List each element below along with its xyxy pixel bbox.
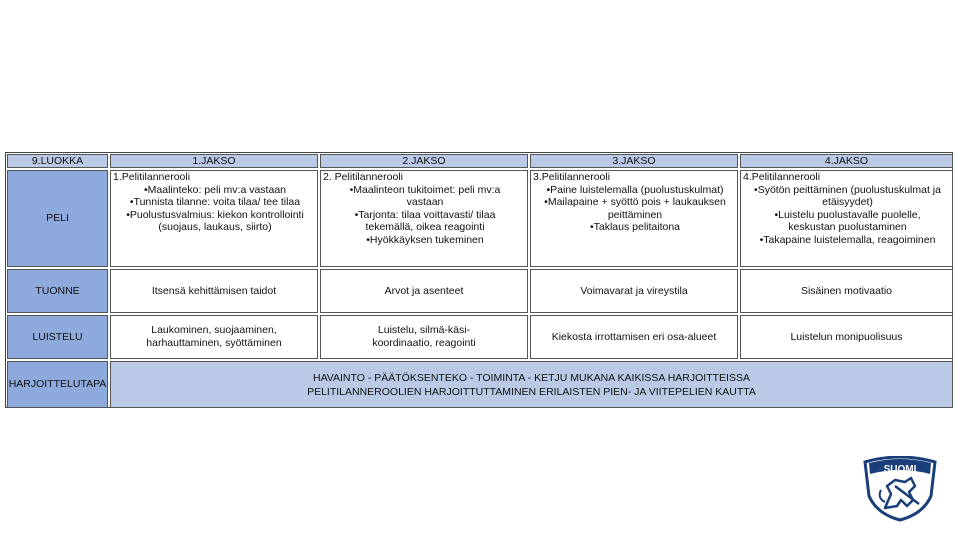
peli-cell-3-title: 3.Pelitilannerooli	[533, 171, 611, 183]
peli-cell-2-line: •Maalinteon tukitoimet: peli mv:a	[349, 183, 501, 196]
peli-cell-4-line: keskustan puolustaminen	[788, 221, 907, 234]
row-label-tuonne: TUONNE	[7, 269, 108, 313]
curriculum-table	[5, 152, 953, 408]
suomi-logo	[861, 456, 939, 522]
header-period-4: 4.JAKSO	[740, 154, 953, 168]
peli-cell-4-line: etäisyydet)	[822, 196, 873, 209]
luistelu-cell-4: Luistelun monipuolisuus	[740, 315, 953, 359]
peli-cell-1-title: 1.Pelitilannerooli	[113, 171, 191, 183]
harjoittelutapa-line: HAVAINTO - PÄÄTÖKSENTEKO - TOIMINTA - KETJU MUKANA KAIKISSA HARJOITTEISSA	[312, 371, 750, 384]
luistelu-cell-1-line: harhauttaminen, syöttäminen	[146, 337, 282, 349]
luistelu-cell-2-line: koordinaatio, reagointi	[372, 337, 476, 349]
peli-cell-2	[320, 170, 528, 267]
luistelu-cell-1	[110, 315, 318, 359]
peli-cell-3-line: •Paine luistelemalla (puolustuskulmat)	[546, 183, 724, 196]
peli-cell-4-title: 4.Pelitilannerooli	[743, 171, 821, 183]
tuonne-cell-4: Sisäinen motivaatio	[740, 269, 953, 313]
peli-cell-1-line: (suojaus, laukaus, siirto)	[158, 221, 272, 234]
header-period-1: 1.JAKSO	[110, 154, 318, 168]
harjoittelutapa-cell	[110, 361, 953, 408]
header-grade: 9.LUOKKA	[7, 154, 108, 168]
peli-cell-2-line: tekemällä, oikea reagointi	[365, 221, 485, 234]
luistelu-cell-2-line: Luistelu, silmä-käsi-	[377, 324, 471, 337]
peli-cell-4-line: •Syötön peittäminen (puolustuskulmat ja	[754, 183, 941, 196]
harjoittelutapa-line: PELITILANNEROOLIEN HARJOITTUTTAMINEN ERILAISTEN PIEN- JA VIITEPELIEN KAUTTA	[307, 385, 756, 398]
peli-cell-3	[530, 170, 738, 267]
peli-cell-4-line: •Takapaine luistelemalla, reagoiminen	[759, 233, 936, 246]
peli-cell-3-line: •Taklaus pelitaitona	[589, 221, 681, 234]
luistelu-cell-2	[320, 315, 528, 359]
header-period-2: 2.JAKSO	[320, 154, 528, 168]
peli-cell-4-line: •Luistelu puolustavalle puolelle,	[774, 208, 921, 221]
peli-cell-2-line: •Tarjonta: tilaa voittavasti/ tilaa	[354, 208, 496, 221]
tuonne-cell-2: Arvot ja asenteet	[320, 269, 528, 313]
peli-cell-1-line: •Maalinteko: peli mv:a vastaan	[144, 183, 286, 196]
luistelu-cell-1-line: Laukominen, suojaaminen,	[151, 324, 277, 337]
logo-text: SUOMI	[883, 464, 917, 475]
peli-cell-3-line: •Mailapaine + syöttö pois + laukauksen	[544, 196, 726, 209]
tuonne-cell-3: Voimavarat ja vireystila	[530, 269, 738, 313]
peli-cell-1-line: •Puolustusvalmius: kiekon kontrollointi	[126, 208, 304, 221]
peli-cell-3-line: peittäminen	[607, 208, 663, 221]
peli-cell-1-line: •Tunnista tilanne: voita tilaa/ tee tilaa	[129, 196, 301, 209]
peli-cell-2-line: vastaan	[406, 196, 444, 209]
tuonne-cell-1: Itsensä kehittämisen taidot	[110, 269, 318, 313]
peli-cell-2-title: 2. Pelitilannerooli	[323, 171, 403, 183]
peli-cell-1	[110, 170, 318, 267]
luistelu-cell-3: Kiekosta irrottamisen eri osa-alueet	[530, 315, 738, 359]
header-period-3: 3.JAKSO	[530, 154, 738, 168]
peli-cell-4	[740, 170, 953, 267]
row-label-luistelu: LUISTELU	[7, 315, 108, 359]
peli-cell-2-line: •Hyökkäyksen tukeminen	[366, 233, 484, 246]
row-label-harjoittelutapa: HARJOITTELUTAPA	[7, 361, 108, 408]
row-label-peli: PELI	[7, 170, 108, 267]
